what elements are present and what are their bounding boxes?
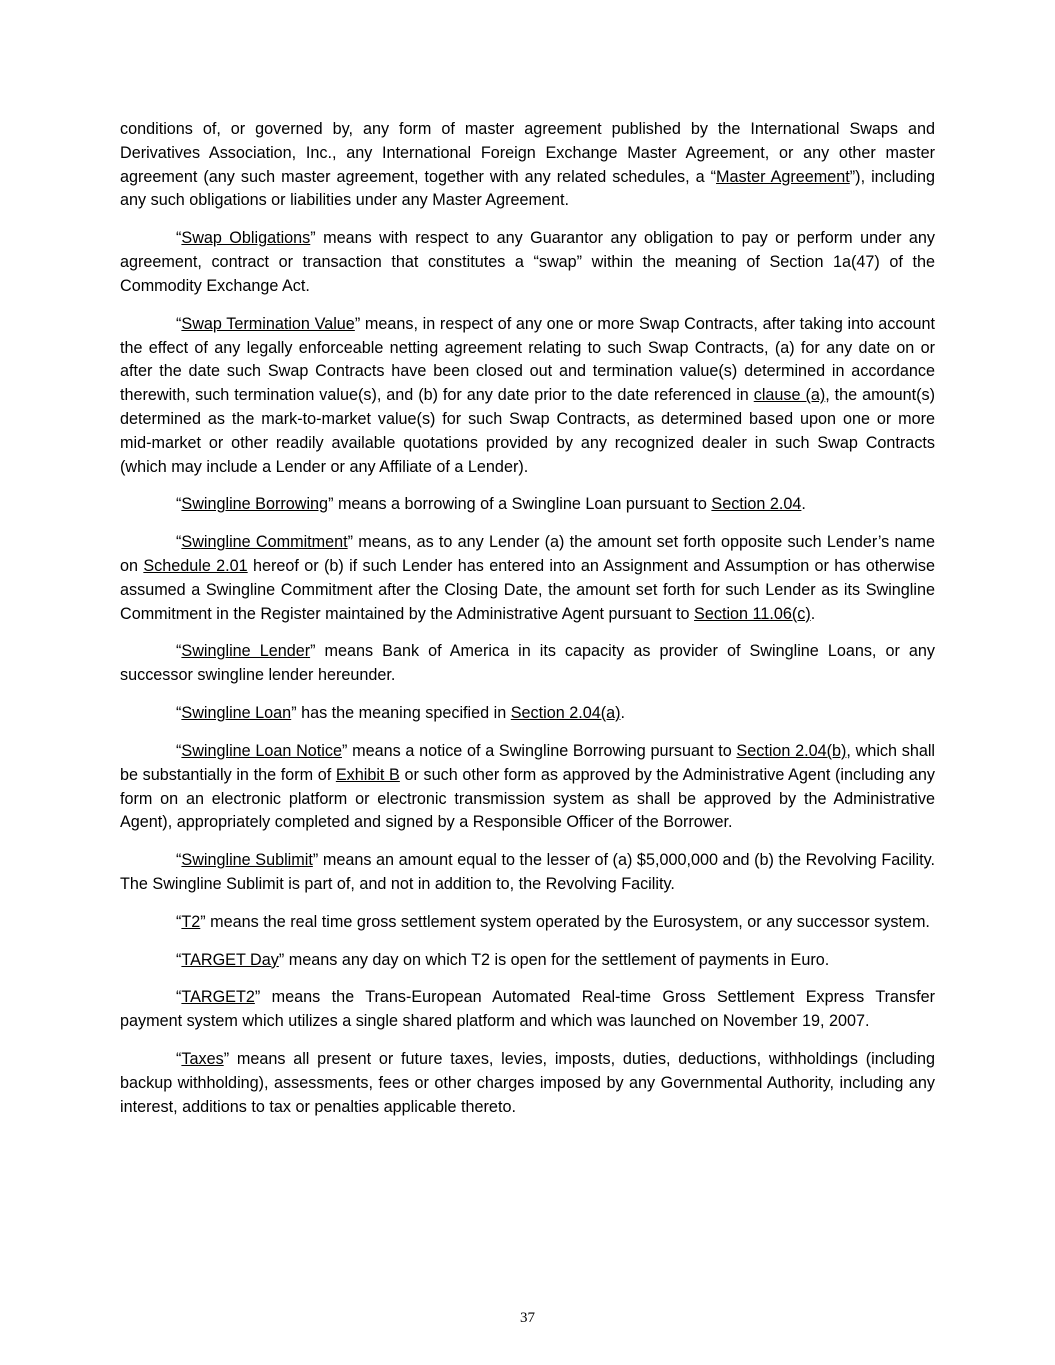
- paragraph: [120, 986, 935, 1034]
- paragraph-text: “: [176, 950, 182, 969]
- paragraph: [120, 227, 935, 298]
- paragraph-text: ” has the meaning specified in: [291, 704, 511, 723]
- defined-term: clause (a): [753, 386, 826, 405]
- paragraph-text: ” means a notice of a Swingline Borrowing pursuant to: [342, 741, 737, 760]
- defined-term: TARGET2: [181, 988, 255, 1007]
- paragraph-text: ” means the Trans-European Automated Real-time Gross Settlement Express Transfer payment system which utilizes a single shared platform and which was launched on November 19, 2007.: [120, 988, 935, 1031]
- defined-term: Schedule 2.01: [143, 557, 248, 575]
- defined-term: Section 2.04: [711, 495, 802, 514]
- paragraph-text: ”), including any such obligations or liabilities under any Master Agreement.: [120, 167, 935, 210]
- paragraph-text: “: [176, 851, 182, 870]
- defined-term: Section 2.04(b): [736, 741, 847, 760]
- paragraph-text: ” means the real time gross settlement system operated by the Eurosystem, or any successor system.: [200, 912, 930, 931]
- paragraph-text: “: [176, 1050, 182, 1068]
- defined-term: Swingline Loan Notice: [181, 741, 342, 760]
- paragraph: [120, 640, 935, 688]
- paragraph-text: hereof or (b) if such Lender has entered into an Assignment and Assumption or has otherwise assumed a Swingline Commitment after the Closing Date, the amount set forth for such Lender as its Swingline Commitment in the Register maintained by the Administrative Agent pursuant to: [120, 557, 935, 623]
- defined-term: Swingline Borrowing: [181, 495, 329, 514]
- paragraph: [120, 911, 935, 935]
- paragraph-text: or such other form as approved by the Administrative Agent (including any form on an electronic platform or electronic transmission system as shall be approved by the Administrative Agent), appropriately completed and signed by a Responsible Officer of the Borrower.: [120, 765, 936, 832]
- paragraph-text: “: [176, 988, 182, 1007]
- defined-term: Swingline Commitment: [181, 533, 348, 552]
- defined-term: Swingline Sublimit: [181, 851, 313, 870]
- paragraph: [120, 493, 935, 517]
- paragraph: [120, 702, 935, 726]
- defined-term: Section 2.04(a): [510, 704, 621, 723]
- paragraph: [120, 313, 935, 480]
- paragraph-text: ” means with respect to any Guarantor any obligation to pay or perform under any agreement, contract or transaction that constitutes a “swap” within the meaning of Section 1a(47) of the Commodity Exchange Act.: [120, 229, 935, 295]
- paragraph: [120, 118, 935, 213]
- paragraph-text: ” means an amount equal to the lesser of (a) $5,000,000 and (b) the Revolving Facility. The Swingline Sublimit is part of, and not in addition to, the Revolving Facility.: [120, 851, 936, 893]
- paragraph-text: conditions of, or governed by, any form of master agreement published by the International Swaps and Derivatives Association, Inc., any International Foreign Exchange Master Agreement, or any other master agreement (any such master agreement, together with any related schedules, a “: [120, 120, 935, 186]
- paragraph: [120, 849, 935, 897]
- defined-term: Swap Obligations: [181, 229, 311, 248]
- paragraph-text: “: [176, 741, 182, 760]
- paragraph-text: “: [176, 495, 182, 514]
- defined-term: Taxes: [181, 1050, 224, 1068]
- paragraph: [120, 531, 935, 626]
- document-body: [120, 118, 935, 1119]
- page-number: 37: [520, 1310, 535, 1326]
- paragraph-text: ” means any day on which T2 is open for the settlement of payments in Euro.: [278, 950, 830, 969]
- paragraph: [120, 1048, 935, 1119]
- defined-term: Exhibit B: [335, 765, 400, 784]
- paragraph-text: .: [620, 704, 626, 723]
- paragraph-text: ” means, in respect of any one or more Swap Contracts, after taking into account the effect of any legally enforceable netting agreement relating to such Swap Contracts, (a) for any date on or after the date such Swap Contracts have been closed out and termination value(s) determined in accordance therewith, such termination value(s), and (b) for any date prior to the date referenced in: [120, 314, 935, 405]
- paragraph-text: , which shall be substantially in the form of: [120, 741, 936, 784]
- defined-term: Master Agreement: [716, 167, 850, 186]
- paragraph-text: .: [801, 495, 806, 514]
- paragraph-text: “: [176, 229, 182, 248]
- defined-term: T2: [181, 912, 201, 931]
- paragraph-text: ” means a borrowing of a Swingline Loan pursuant to: [328, 495, 712, 514]
- paragraph-text: ” means Bank of America in its capacity as provider of Swingline Loans, or any successor swingline lender hereunder.: [120, 642, 935, 685]
- paragraph: [120, 740, 935, 835]
- paragraph-text: “: [176, 642, 182, 661]
- paragraph-text: “: [176, 912, 182, 931]
- paragraph: [120, 949, 935, 973]
- paragraph-text: “: [176, 533, 182, 552]
- defined-term: Swingline Loan: [181, 704, 292, 723]
- paragraph-text: ” means all present or future taxes, levies, imposts, duties, deductions, withholdings (including backup withholding), assessments, fees or other charges imposed by any Governmental Authority, including any interest, additions to tax or penalties applicable thereto.: [120, 1050, 935, 1116]
- paragraph-text: ” means, as to any Lender (a) the amount set forth opposite such Lender’s name on: [120, 533, 935, 575]
- paragraph-text: , the amount(s) determined as the mark-to-market value(s) for such Swap Contracts, as determined based upon one or more mid-market or other readily available quotations provided by any recognized dealer in such Swap Contracts (which may include a Lender or any Affiliate of a Lender).: [120, 386, 935, 476]
- defined-term: Swap Termination Value: [181, 314, 355, 333]
- defined-term: TARGET Day: [181, 950, 279, 969]
- defined-term: Swingline Lender: [181, 642, 311, 661]
- paragraph-text: .: [810, 604, 816, 623]
- defined-term: Section 11.06(c): [694, 604, 811, 623]
- paragraph-text: “: [176, 314, 182, 333]
- paragraph-text: “: [176, 704, 182, 723]
